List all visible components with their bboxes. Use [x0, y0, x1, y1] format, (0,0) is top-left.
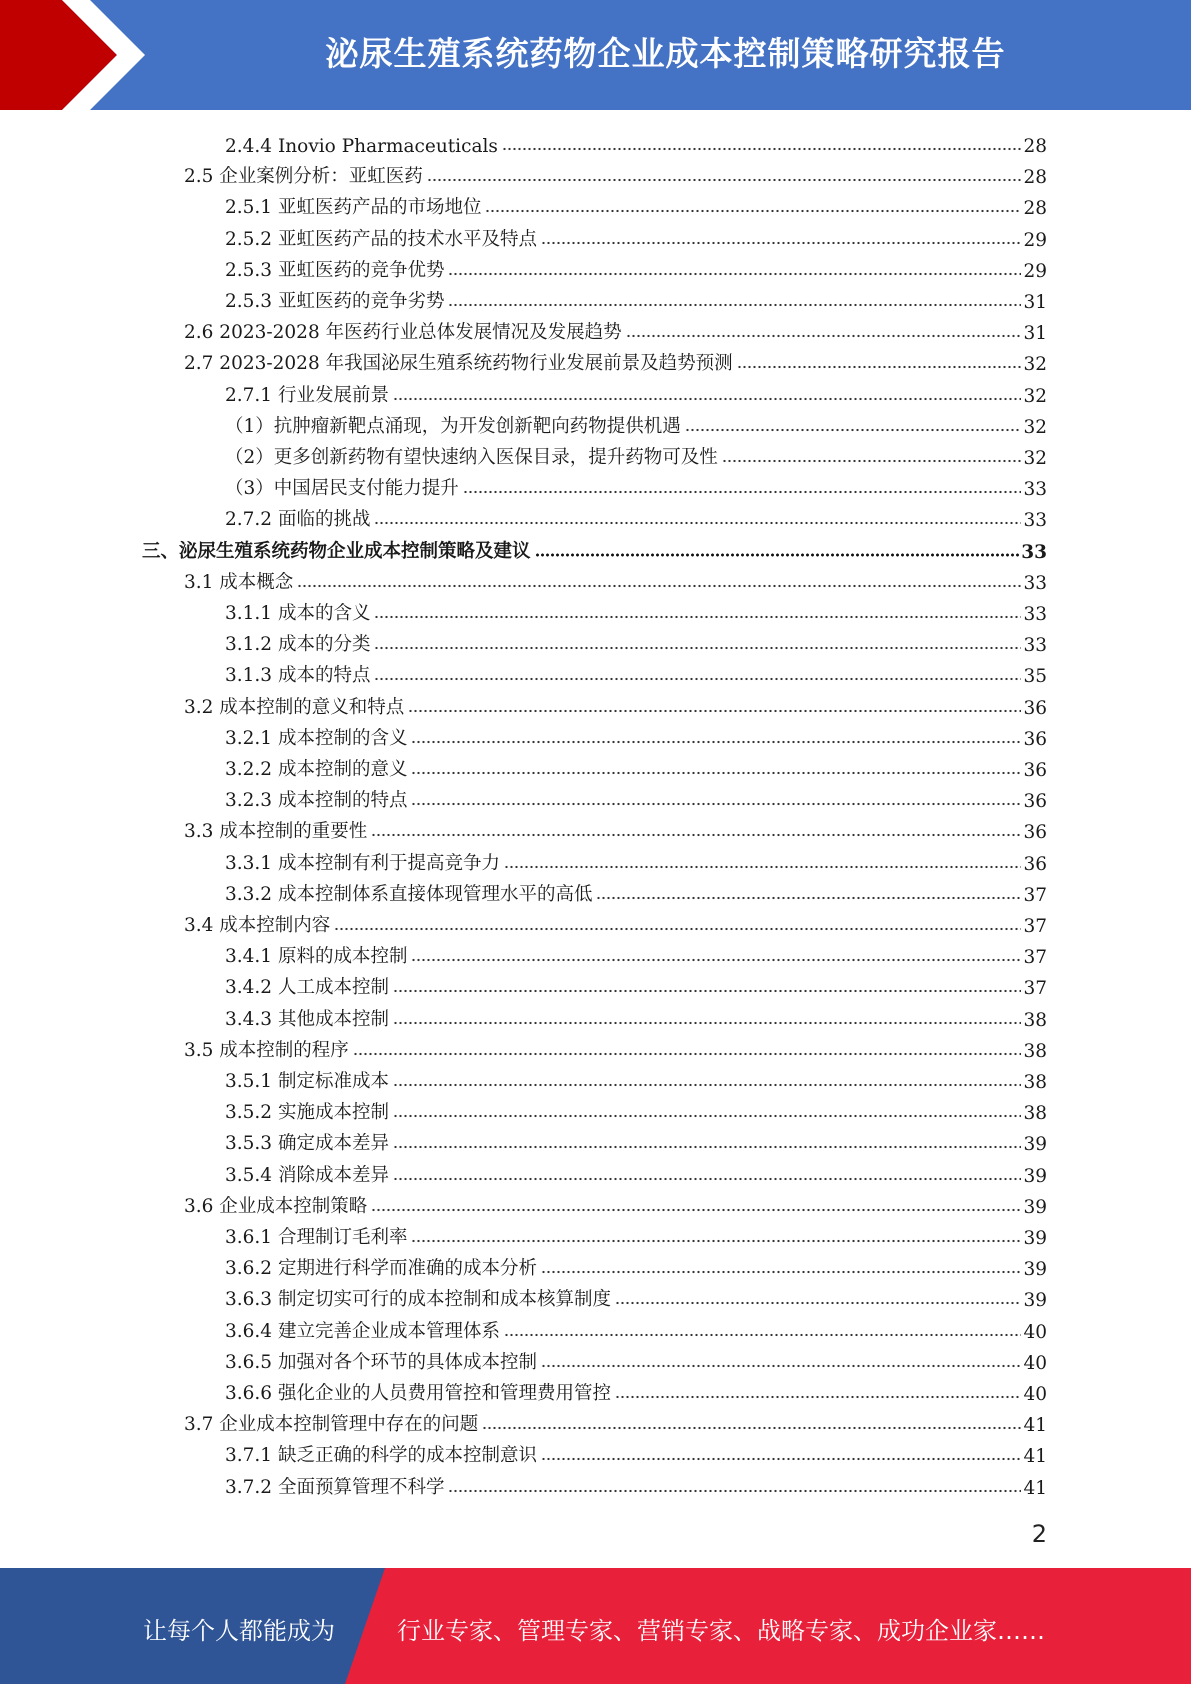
toc-dot-leader	[448, 272, 1021, 276]
toc-dot-leader	[393, 1083, 1021, 1087]
toc-entry-title: 3.6.1 合理制订毛利率	[225, 1227, 408, 1248]
toc-entry[interactable]	[184, 1188, 1047, 1218]
toc-dot-leader	[297, 584, 1021, 588]
footer-slogan-right: 行业专家、管理专家、营销专家、战略专家、成功企业家……	[397, 1617, 1045, 1645]
toc-entry-title: 3.6 企业成本控制策略	[184, 1196, 368, 1217]
toc-entry-title: （3）中国居民支付能力提升	[225, 478, 459, 499]
toc-entry-title: 2.7.1 行业发展前景	[225, 385, 389, 406]
toc-entry[interactable]	[225, 1094, 1047, 1124]
toc-entry[interactable]	[225, 1344, 1047, 1374]
toc-entry[interactable]	[225, 408, 1047, 438]
toc-entry-title: 3.5.1 制定标准成本	[225, 1071, 389, 1092]
toc-entry[interactable]	[225, 1157, 1047, 1187]
toc-entry[interactable]	[184, 907, 1047, 937]
toc-entry[interactable]	[225, 221, 1047, 251]
toc-entry-title: 3.7.1 缺乏正确的科学的成本控制意识	[225, 1445, 537, 1466]
toc-entry-page: 31	[1023, 323, 1047, 344]
toc-entry[interactable]	[142, 533, 1047, 563]
toc-entry-title: 3.4.3 其他成本控制	[225, 1009, 389, 1030]
toc-entry-title: 3.5 成本控制的程序	[184, 1040, 349, 1061]
toc-entry-title: 3.2.2 成本控制的意义	[225, 759, 408, 780]
toc-entry-title: 3.3.2 成本控制体系直接体现管理水平的高低	[225, 884, 593, 905]
toc-entry-page: 36	[1023, 760, 1047, 781]
toc-entry-page: 41	[1023, 1478, 1047, 1499]
toc-dot-leader	[541, 1457, 1021, 1461]
toc-entry-page: 37	[1023, 885, 1047, 906]
toc-entry-page: 33	[1023, 479, 1047, 500]
toc-entry-title: 2.7.2 面临的挑战	[225, 509, 371, 530]
toc-entry[interactable]	[225, 626, 1047, 656]
toc-dot-leader	[393, 989, 1021, 993]
toc-entry-page: 39	[1023, 1228, 1047, 1249]
toc-dot-leader	[482, 1426, 1021, 1430]
toc-entry-title: 3.1.3 成本的特点	[225, 665, 371, 686]
toc-entry-page: 31	[1023, 292, 1047, 313]
toc-entry-title: 3.5.2 实施成本控制	[225, 1102, 389, 1123]
toc-entry-page: 33	[1023, 573, 1047, 594]
toc-entry-title: 3.6.5 加强对各个环节的具体成本控制	[225, 1352, 537, 1373]
toc-entry-title: 3.2.1 成本控制的含义	[225, 728, 408, 749]
page-number: 2	[1031, 1520, 1047, 1548]
toc-dot-leader	[615, 1395, 1021, 1399]
toc-entry-title: 3.4.1 原料的成本控制	[225, 946, 408, 967]
toc-entry-page: 39	[1023, 1166, 1047, 1187]
toc-entry[interactable]	[225, 969, 1047, 999]
toc-dot-leader	[408, 709, 1021, 713]
toc-dot-leader	[596, 896, 1021, 900]
toc-entry[interactable]	[225, 1001, 1047, 1031]
toc-entry-page: 39	[1023, 1259, 1047, 1280]
toc-entry-title: 2.5 企业案例分析：亚虹医药	[184, 166, 423, 187]
toc-entry-title: 3.6.4 建立完善企业成本管理体系	[225, 1321, 500, 1342]
toc-entry-page: 37	[1023, 916, 1047, 937]
toc-dot-leader	[535, 553, 1020, 557]
toc-dot-leader	[411, 1239, 1021, 1243]
toc-entry-page: 36	[1023, 854, 1047, 875]
toc-entry-title: 3.4 成本控制内容	[184, 915, 331, 936]
toc-dot-leader	[504, 865, 1021, 869]
toc-dot-leader	[722, 459, 1022, 463]
toc-dot-leader	[448, 1489, 1021, 1493]
toc-dot-leader	[374, 521, 1021, 525]
toc-entry[interactable]	[225, 501, 1047, 531]
toc-entry-page: 40	[1023, 1353, 1047, 1374]
toc-dot-leader	[541, 1364, 1021, 1368]
toc-entry-title: 2.6 2023-2028 年医药行业总体发展情况及发展趋势	[184, 322, 622, 343]
toc-entry-title: 3.1.2 成本的分类	[225, 634, 371, 655]
toc-entry[interactable]	[225, 938, 1047, 968]
toc-entry-page: 40	[1023, 1322, 1047, 1343]
toc-entry-title: 3.2 成本控制的意义和特点	[184, 697, 405, 718]
toc-entry-page: 39	[1023, 1197, 1047, 1218]
toc-dot-leader	[737, 365, 1022, 369]
toc-dot-leader	[411, 771, 1021, 775]
toc-entry-page: 36	[1023, 729, 1047, 750]
toc-entry-page: 38	[1023, 1041, 1047, 1062]
toc-entry[interactable]	[225, 470, 1047, 500]
report-title: 泌尿生殖系统药物企业成本控制策略研究报告	[325, 34, 1006, 73]
toc-entry-title: 3.3 成本控制的重要性	[184, 821, 368, 842]
toc-entry-page: 41	[1023, 1446, 1047, 1467]
toc-dot-leader	[393, 397, 1021, 401]
toc-entry[interactable]	[225, 189, 1047, 219]
toc-entry-page: 28	[1023, 198, 1047, 219]
toc-dot-leader	[374, 615, 1021, 619]
toc-entry-title: 3.5.3 确定成本差异	[225, 1133, 389, 1154]
toc-entry[interactable]	[225, 720, 1047, 750]
toc-entry-title: 3.5.4 消除成本差异	[225, 1165, 389, 1186]
toc-entry-page: 33	[1023, 604, 1047, 625]
toc-entry-page: 33	[1023, 510, 1047, 531]
toc-dot-leader	[541, 1270, 1021, 1274]
toc-dot-leader	[374, 646, 1021, 650]
toc-entry[interactable]	[184, 345, 1047, 375]
toc-entry[interactable]	[225, 657, 1047, 687]
toc-entry-title: 三、泌尿生殖系统药物企业成本控制策略及建议	[142, 541, 531, 562]
toc-entry[interactable]	[225, 377, 1047, 407]
toc-entry-page: 32	[1023, 354, 1047, 375]
toc-entry-title: 3.6.6 强化企业的人员费用管控和管理费用管控	[225, 1383, 611, 1404]
toc-entry[interactable]	[184, 1406, 1047, 1436]
toc-entry-title: 3.2.3 成本控制的特点	[225, 790, 408, 811]
toc-entry[interactable]	[225, 439, 1047, 469]
toc-entry-title: 3.7.2 全面预算管理不科学	[225, 1477, 445, 1498]
toc-entry[interactable]	[225, 1281, 1047, 1311]
toc-entry-title: 3.3.1 成本控制有利于提高竞争力	[225, 853, 500, 874]
toc-entry-title: 3.6.2 定期进行科学而准确的成本分析	[225, 1258, 537, 1279]
toc-entry-page: 39	[1023, 1290, 1047, 1311]
toc-entry-page: 33	[1021, 542, 1047, 563]
toc-entry-page: 38	[1023, 1103, 1047, 1124]
toc-entry-title: 2.4.4 Inovio Pharmaceuticals	[225, 136, 498, 157]
toc-entry-title: 3.1.1 成本的含义	[225, 603, 371, 624]
toc-entry[interactable]	[184, 314, 1047, 344]
toc-entry[interactable]	[225, 751, 1047, 781]
toc-entry-page: 32	[1023, 386, 1047, 407]
toc-entry[interactable]	[184, 1032, 1047, 1062]
toc-dot-leader	[504, 1333, 1021, 1337]
toc-entry[interactable]	[225, 1063, 1047, 1093]
toc-entry-page: 41	[1023, 1415, 1047, 1436]
toc-entry-page: 36	[1023, 791, 1047, 812]
toc-entry-title: 2.7 2023-2028 年我国泌尿生殖系统药物行业发展前景及趋势预测	[184, 353, 733, 374]
toc-entry[interactable]	[225, 127, 1047, 157]
toc-dot-leader	[626, 334, 1022, 338]
toc-entry-title: 3.6.3 制定切实可行的成本控制和成本核算制度	[225, 1289, 611, 1310]
footer-slogan-left: 让每个人都能成为	[143, 1617, 335, 1645]
toc-dot-leader	[615, 1301, 1021, 1305]
toc-entry[interactable]	[225, 782, 1047, 812]
toc-dot-leader	[427, 178, 1022, 182]
toc-entry-page: 35	[1023, 666, 1047, 687]
toc-entry-page: 36	[1023, 698, 1047, 719]
toc-entry-page: 40	[1023, 1384, 1047, 1405]
toc-entry[interactable]	[225, 1125, 1047, 1155]
page-header	[0, 0, 1191, 110]
toc-dot-leader	[334, 927, 1021, 931]
toc-entry[interactable]	[225, 252, 1047, 282]
toc-entry-title: 3.4.2 人工成本控制	[225, 977, 389, 998]
toc-entry[interactable]	[225, 1469, 1047, 1499]
toc-dot-leader	[411, 740, 1021, 744]
toc-entry-page: 33	[1023, 635, 1047, 656]
toc-dot-leader	[393, 1145, 1021, 1149]
toc-dot-leader	[371, 1208, 1021, 1212]
toc-entry[interactable]	[225, 1437, 1047, 1467]
toc-entry-page: 37	[1023, 978, 1047, 999]
toc-entry[interactable]	[184, 689, 1047, 719]
toc-entry-page: 38	[1023, 1010, 1047, 1031]
toc-dot-leader	[411, 958, 1021, 962]
toc-entry[interactable]	[225, 1219, 1047, 1249]
toc-dot-leader	[485, 209, 1021, 213]
toc-entry-page: 37	[1023, 947, 1047, 968]
toc-entry-title: 2.5.1 亚虹医药产品的市场地位	[225, 197, 482, 218]
toc-entry-page: 28	[1023, 167, 1047, 188]
toc-dot-leader	[463, 490, 1022, 494]
toc-entry-title: 2.5.2 亚虹医药产品的技术水平及特点	[225, 229, 537, 250]
toc-entry[interactable]	[225, 845, 1047, 875]
toc-entry[interactable]	[225, 1313, 1047, 1343]
toc-dot-leader	[393, 1177, 1021, 1181]
toc-entry[interactable]	[225, 283, 1047, 313]
toc-entry-title: （1）抗肿瘤新靶点涌现，为开发创新靶向药物提供机遇	[225, 416, 681, 437]
toc-entry[interactable]	[184, 813, 1047, 843]
toc-entry-page: 36	[1023, 822, 1047, 843]
toc-entry-title: （2）更多创新药物有望快速纳入医保目录，提升药物可及性	[225, 447, 718, 468]
toc-dot-leader	[353, 1052, 1022, 1056]
toc-dot-leader	[371, 833, 1021, 837]
page-footer	[0, 1568, 1191, 1684]
toc-dot-leader	[502, 147, 1022, 151]
toc-dot-leader	[393, 1114, 1021, 1118]
toc-entry-page: 32	[1023, 417, 1047, 438]
toc-entry-title: 3.1 成本概念	[184, 572, 294, 593]
toc-dot-leader	[685, 428, 1022, 432]
toc-dot-leader	[448, 303, 1021, 307]
toc-entry-page: 38	[1023, 1072, 1047, 1093]
toc-dot-leader	[393, 1021, 1021, 1025]
toc-dot-leader	[541, 241, 1021, 245]
toc-dot-leader	[374, 677, 1021, 681]
toc-entry-page: 29	[1023, 230, 1047, 251]
toc-entry-page: 28	[1023, 136, 1047, 157]
toc-entry[interactable]	[225, 1250, 1047, 1280]
toc-entry-title: 2.5.3 亚虹医药的竞争劣势	[225, 291, 445, 312]
header-arrow-decoration	[0, 0, 150, 110]
toc-entry[interactable]	[225, 876, 1047, 906]
toc-entry[interactable]	[184, 564, 1047, 594]
toc-entry-title: 3.7 企业成本控制管理中存在的问题	[184, 1414, 479, 1435]
toc-entry-page: 39	[1023, 1134, 1047, 1155]
toc-entry[interactable]	[184, 158, 1047, 188]
toc-dot-leader	[411, 802, 1021, 806]
toc-entry-title: 2.5.3 亚虹医药的竞争优势	[225, 260, 445, 281]
toc-entry[interactable]	[225, 595, 1047, 625]
toc-entry[interactable]	[225, 1375, 1047, 1405]
toc-entry-page: 32	[1023, 448, 1047, 469]
toc-entry-page: 29	[1023, 261, 1047, 282]
